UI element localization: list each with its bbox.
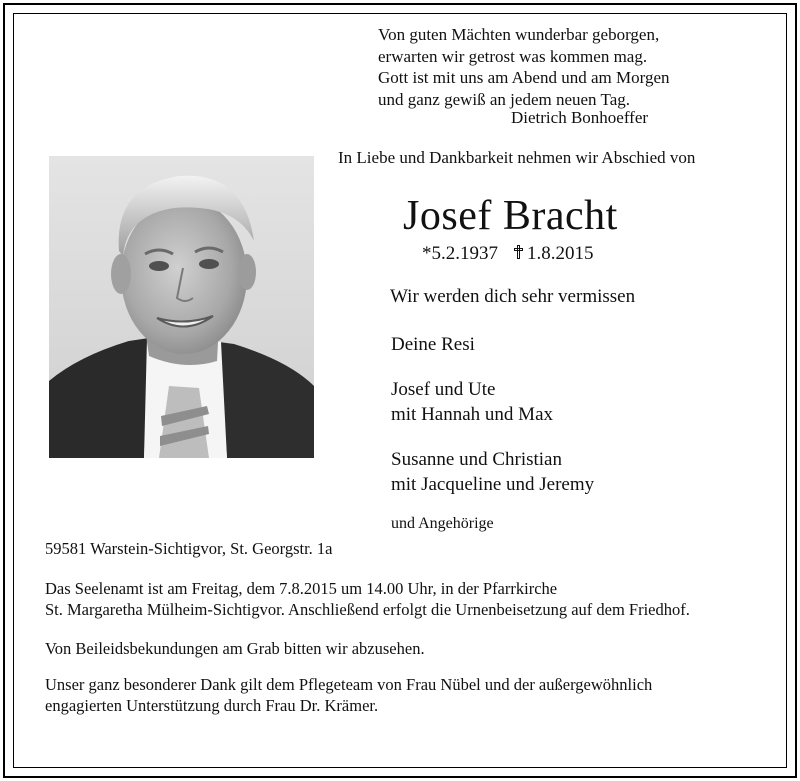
mourner-group bbox=[391, 377, 553, 427]
service-info bbox=[45, 578, 690, 620]
intro-text: In Liebe und Dankbarkeit nehmen wir Abschied von bbox=[338, 148, 696, 167]
service-line: St. Margaretha Mülheim-Sichtigvor. Anschließend erfolgt die Urnenbeisetzung auf dem Friedhof. bbox=[45, 600, 690, 619]
poem bbox=[378, 24, 670, 110]
relatives-text: und Angehörige bbox=[391, 515, 494, 532]
thanks-line: Unser ganz besonderer Dank gilt dem Pflegeteam von Frau Nübel und der außergewöhnlich bbox=[45, 675, 653, 694]
mourner-group bbox=[391, 332, 475, 357]
farewell-message: Wir werden dich sehr vermissen bbox=[390, 286, 636, 307]
deceased-name: Josef Bracht bbox=[403, 193, 618, 239]
thanks-text bbox=[45, 674, 652, 716]
mourner-line: Josef und Ute bbox=[391, 379, 496, 400]
poem-author: Dietrich Bonhoeffer bbox=[511, 108, 649, 127]
poem-line: erwarten wir getrost was kommen mag. bbox=[378, 46, 648, 66]
mourner-line: Deine Resi bbox=[391, 334, 475, 355]
mourner-group bbox=[391, 447, 594, 497]
address: 59581 Warstein-Sichtigvor, St. Georgstr. 1a bbox=[45, 539, 333, 558]
portrait-photo bbox=[49, 156, 314, 458]
mourner-line: mit Jacqueline und Jeremy bbox=[391, 474, 595, 495]
poem-line: Von guten Mächten wunderbar geborgen, bbox=[378, 25, 660, 44]
poem-line: Gott ist mit uns am Abend und am Morgen bbox=[378, 68, 670, 87]
mourner-line: Susanne und Christian bbox=[391, 449, 562, 470]
condolence-note: Von Beileidsbekundungen am Grab bitten wir abzusehen. bbox=[45, 639, 425, 658]
death-date: 1.8.2015 bbox=[527, 243, 594, 264]
thanks-line: engagierten Unterstützung durch Frau Dr. Krämer. bbox=[45, 696, 379, 715]
poem-line: und ganz gewiß an jedem neuen Tag. bbox=[378, 89, 630, 109]
birth-date: *5.2.1937 bbox=[422, 243, 498, 264]
cross-icon bbox=[514, 245, 523, 259]
mourner-line: mit Hannah und Max bbox=[391, 404, 554, 425]
life-dates bbox=[422, 243, 594, 265]
service-line: Das Seelenamt ist am Freitag, dem 7.8.2015 um 14.00 Uhr, in der Pfarrkirche bbox=[45, 579, 558, 598]
